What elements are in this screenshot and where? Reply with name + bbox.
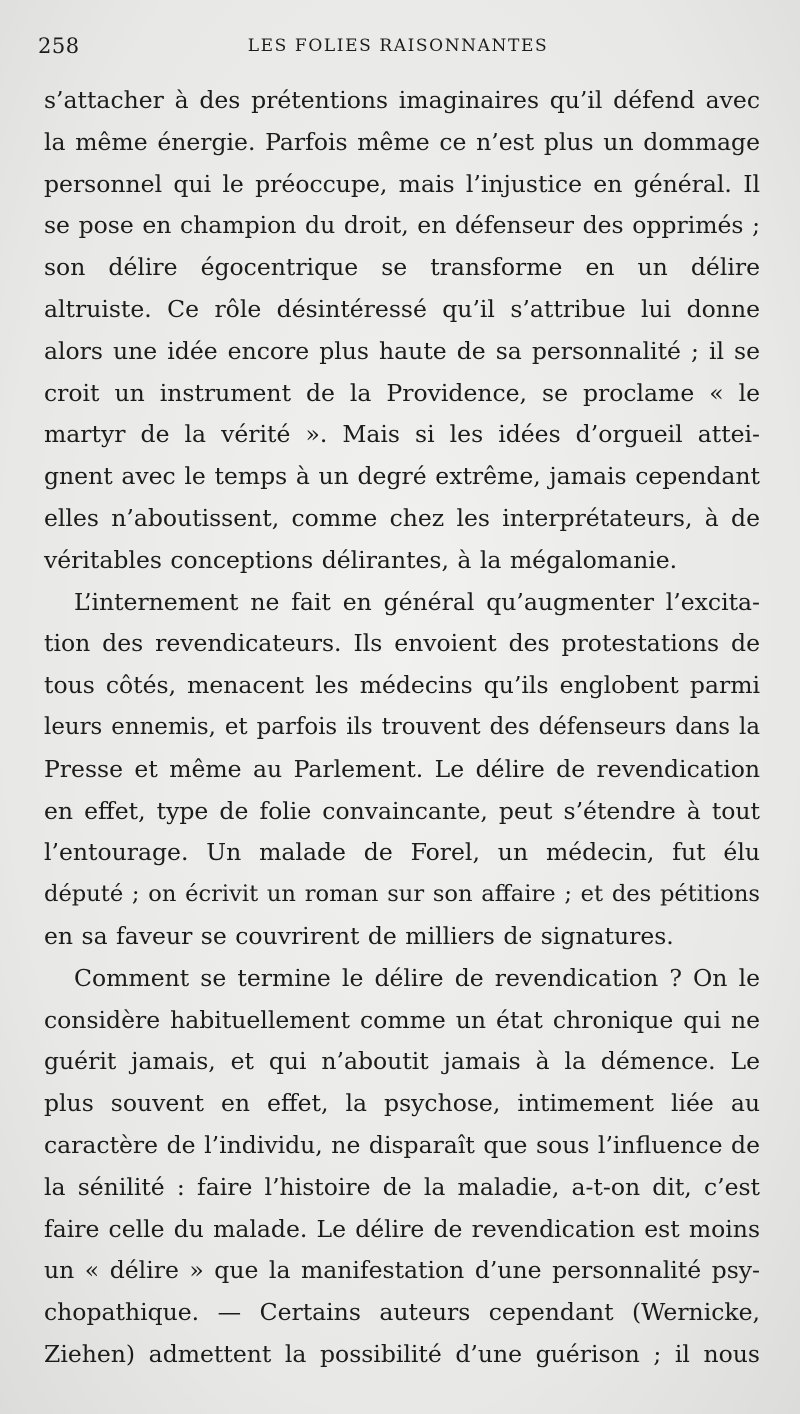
page-number: 258 (38, 34, 80, 58)
text-line: considère habituellement comme un état chronique qui ne (44, 1005, 760, 1034)
page-header (38, 34, 758, 64)
text-line: elles n’aboutissent, comme chez les interprétateurs, à de (44, 503, 760, 532)
text-line: l’entourage. Un malade de Forel, un médecin, fut élu (44, 838, 760, 867)
text-line: la sénilité : faire l’histoire de la maladie, a-t-on dit, c’est (44, 1172, 760, 1201)
text-line: la même énergie. Parfois même ce n’est plus un dommage (44, 127, 760, 156)
text-line: en effet, type de folie convaincante, peut s’étendre à tout (44, 796, 760, 825)
text-line: chopathique. — Certains auteurs cependant (Wernicke, (44, 1298, 760, 1327)
text-line: député ; on écrivit un roman sur son affaire ; et des pétitions (44, 881, 760, 908)
text-line: alors une idée encore plus haute de sa personnalité ; il se (44, 336, 760, 365)
text-line: caractère de l’individu, ne disparaît que sous l’influence de (44, 1130, 760, 1159)
text-line: se pose en champion du droit, en défenseur des opprimés ; (44, 211, 760, 240)
text-line: tous côtés, menacent les médecins qu’ils englobent parmi (44, 671, 760, 700)
paragraph-1 (44, 80, 760, 582)
text-line: leurs ennemis, et parfois ils trouvent des défenseurs dans la (44, 713, 760, 740)
text-line: Ziehen) admettent la possibilité d’une guérison ; il nous (44, 1339, 760, 1368)
text-line: un « délire » que la manifestation d’une personnalité psy- (44, 1256, 760, 1285)
paragraph-2 (44, 582, 760, 958)
text-line: croit un instrument de la Providence, se proclame « le (44, 378, 760, 407)
text-line: son délire égocentrique se transforme en un délire (44, 253, 760, 282)
text-line: guérit jamais, et qui n’aboutit jamais à la démence. Le (44, 1047, 760, 1076)
text-line: faire celle du malade. Le délire de revendication est moins (44, 1214, 760, 1243)
text-line: véritables conceptions délirantes, à la mégalomanie. (44, 545, 678, 574)
body-text (44, 80, 760, 1376)
text-line: altruiste. Ce rôle désintéressé qu’il s’attribue lui donne (44, 294, 760, 323)
text-line: personnel qui le préoccupe, mais l’injustice en général. Il (44, 169, 760, 198)
running-title: LES FOLIES RAISONNANTES (247, 36, 549, 56)
text-line: Presse et même au Parlement. Le délire de revendication (44, 754, 760, 783)
text-line: martyr de la vérité ». Mais si les idées d’orgueil attei- (44, 420, 760, 449)
text-line: s’attacher à des prétentions imaginaires qu’il défend avec (44, 86, 760, 114)
paragraph-3 (44, 958, 760, 1376)
text-line: plus souvent en effet, la psychose, intimement liée au (44, 1089, 760, 1118)
text-line: L’internement ne fait en général qu’augmenter l’excita- (74, 587, 760, 616)
text-line: gnent avec le temps à un degré extrême, jamais cependant (44, 462, 760, 491)
text-line: tion des revendicateurs. Ils envoient des protestations de (44, 629, 760, 658)
text-line: en sa faveur se couvrirent de milliers de signatures. (44, 921, 674, 950)
text-line: Comment se termine le délire de revendication ? On le (74, 963, 760, 992)
